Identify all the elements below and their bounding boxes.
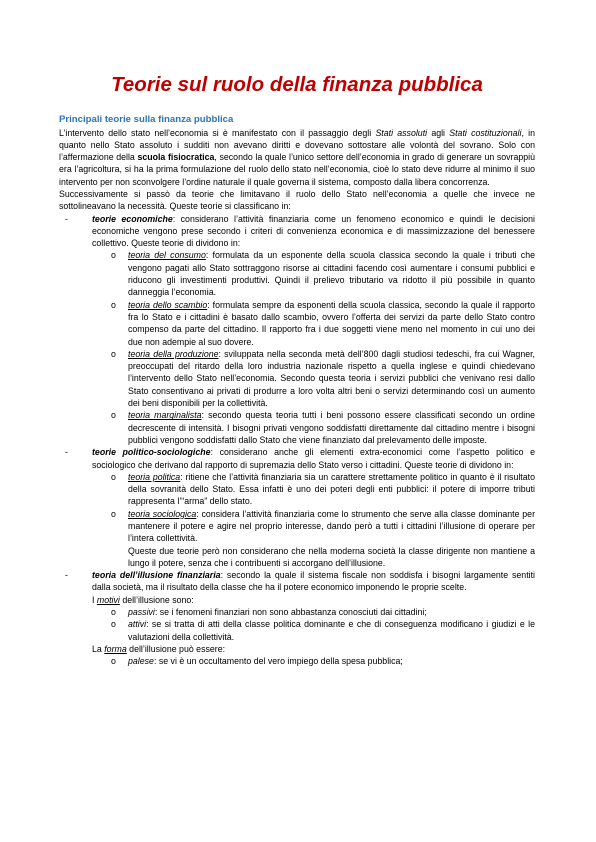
list-item-motivi-attivi — [59, 618, 535, 643]
item-text: : formulata da un esponente della scuola classica secondo la quale i tributi che vengono pagati allo Stato sottraggono risorse ai cittadini facendo così aumentare i consumi pubblici e riducono gli investimenti produttivi. Quindi il prelievo tributario va ridotto il più possibile in quanto danneggia l’economia. — [128, 250, 535, 298]
motivi-term: motivi — [96, 594, 120, 605]
dash-bullet: - — [65, 213, 68, 224]
list-item-forma-palese — [59, 655, 535, 667]
heading-text: dell’illusione sono: — [119, 594, 194, 605]
intro-text: agli — [427, 127, 450, 138]
item-term: teoria del consumo — [128, 250, 206, 261]
intro-text: L’intervento dello stato nell’economia si è manifestato con il passaggio degli — [59, 127, 376, 138]
item-term: teorie politico-sociologiche — [92, 447, 211, 458]
document-title: Teorie sul ruolo della finanza pubblica — [111, 73, 483, 96]
list-item-teorie-economiche — [59, 213, 535, 250]
circle-bullet: o — [111, 250, 116, 261]
list-item-teoria-scambio — [59, 299, 535, 348]
item-text: : se vi è un occultamento del vero impiego della spesa pubblica; — [153, 656, 403, 667]
section-heading: Principali teorie sulla finanza pubblica — [59, 114, 234, 125]
motivi-heading — [59, 594, 535, 606]
list-item-motivi-passivi — [59, 606, 535, 618]
circle-bullet: o — [111, 508, 116, 519]
item-term: teoria marginalista — [128, 410, 202, 421]
item-term: attivi — [128, 619, 147, 630]
dash-bullet: - — [65, 447, 68, 458]
item-text: : ritiene che l’attività finanziaria sia un carattere strettamente politico in quanto è il risultato della sovranità dello Stato. Essa infatti è uno dei poteri degli enti pubblici: il potere di imporre tributi rappresenta l’“arma” dello stato. — [128, 471, 535, 507]
circle-bullet: o — [111, 348, 116, 359]
list-item-teoria-sociologica — [59, 508, 535, 545]
item-term: teorie economiche — [92, 213, 173, 224]
item-text: : considerano l’attività finanziaria come un fenomeno economico e quindi le decisioni economiche vengono prese secondo i criteri di convenienza economica e di massimizzazione del benessere collettivo. Queste teorie di dividono in: — [92, 213, 535, 249]
circle-bullet: o — [111, 410, 116, 421]
item-text: : considera l’attività finanziaria come lo strumento che serve alla classe dominante per mantenere il potere e agire nel proprio interesse, dando però a tutti i cittadini l’illusione di operare per l’intera collettività. — [128, 508, 535, 544]
item-term: teoria politica — [128, 471, 181, 482]
intro-paragraph — [59, 127, 535, 188]
item-text: : sviluppata nella seconda metà dell’800 dagli studiosi tedeschi, fra cui Wagner, preoccupati del ritardo della loro industria nazionale rispetto a quella inglese e quindi chiedevano l’intervento dello Stato nell’economia. Secondo questa teoria i servizi pubblici che venivano resi dallo Stato consentivano ai privati di produrre a loro volta altri beni o servizi determinando così un aumento dei beni disponibili per la collettività. — [128, 348, 535, 409]
item-text: : se si tratta di atti della classe politica dominante e che di conseguenza modificano i giudizi e le valutazioni della collettività. — [128, 619, 535, 642]
list-item-teoria-illusione — [59, 569, 535, 594]
circle-bullet: o — [111, 607, 116, 618]
intro-text: , secondo la quale l’unico settore dell’economia in grado di generare un sovrappiù era l’agricoltura, si ha la prima formulazione del ruolo dello stato nell’economia, cioè lo stato deve ridurre al minimo il suo intervento per non sconvolgere l’ordine naturale il quale governa il sistema, composto dalla libera concorrenza. — [59, 152, 536, 187]
heading-text: I — [92, 594, 97, 605]
note-paragraph: Queste due teorie però non considerano che nella moderna società la classe dirigente non mantiene a lungo il potere, senza che i contribuenti si accorgano dell’illusione. — [128, 545, 535, 568]
item-term: teoria dello scambio — [128, 299, 208, 310]
forma-heading — [59, 643, 535, 655]
circle-bullet: o — [111, 471, 116, 482]
item-text: : se i fenomeni finanziari non sono abbastanza conosciuti dai cittadini; — [154, 607, 427, 618]
heading-text: dell’illusione può essere: — [126, 643, 226, 654]
scuola-fisiocratica-term: scuola fisiocratica — [137, 152, 215, 163]
intro-paragraph-2: Successivamente si passò da teorie che limitavano il ruolo dello Stato nell’economia a quelle che invece ne sottolineavano la necessità. Queste teorie si classificano in: — [59, 188, 535, 212]
circle-bullet: o — [111, 299, 116, 310]
list-item-teoria-produzione — [59, 348, 535, 409]
circle-bullet: o — [111, 656, 116, 667]
item-term: teoria sociologica — [128, 508, 197, 519]
list-item-teoria-politica — [59, 471, 535, 508]
item-text: : secondo questa teoria tutti i beni possono essere classificati secondo un ordine decrescente di intensità. I bisogni privati vengono soddisfatti direttamente dal cittadino mentre i bisogni pubblici vengono soddisfatti dallo Stato che viene finanziato dal prelevamento delle imposte. — [128, 410, 535, 445]
stati-costituzionali-term: Stati costituzionali — [449, 127, 522, 138]
item-term: passivi — [128, 607, 155, 618]
item-text: : formulata sempre da esponenti della scuola classica, secondo la quale il rapporto fra lo Stato e i cittadini è basato dallo scambio, ovvero l’offerta dei servizi da parte dello Stato contro compenso da parte del cittadino. Il rapporto fra i due soggetti viene meno nel momento in cui uno dei due non adempie al suo dovere. — [128, 299, 535, 347]
item-text: : considerano anche gli elementi extra-economici come l’aspetto politico e sociologico che derivano dal rapporto di supremazia dello Stato verso i cittadini. Queste teorie di dividono in: — [92, 447, 536, 470]
item-text: : secondo la quale il sistema fiscale non soddisfa i bisogni largamente sentiti dalla società, ma il risultato della classe che ha il potere economico imponendo le proprie scelte. — [92, 570, 535, 593]
item-term: teoria dell’illusione finanziaria — [92, 570, 221, 581]
item-term: teoria della produzione — [128, 348, 219, 359]
intro-text: , in quanto nello Stato assoluto i sudditi non avevano diritti e dovevano sottostare alle volontà del sovrano. Solo con l’affermazione della — [59, 127, 535, 163]
stati-assoluti-term: Stati assoluti — [375, 127, 428, 138]
forma-term: forma — [104, 643, 127, 654]
heading-text: La — [92, 643, 105, 654]
list-item-teoria-consumo — [59, 249, 535, 298]
list-item-teoria-marginalista — [59, 409, 535, 446]
dash-bullet: - — [65, 570, 68, 581]
list-item-teorie-politico-sociologiche — [59, 446, 535, 471]
item-term: palese — [128, 656, 154, 667]
circle-bullet: o — [111, 619, 116, 630]
